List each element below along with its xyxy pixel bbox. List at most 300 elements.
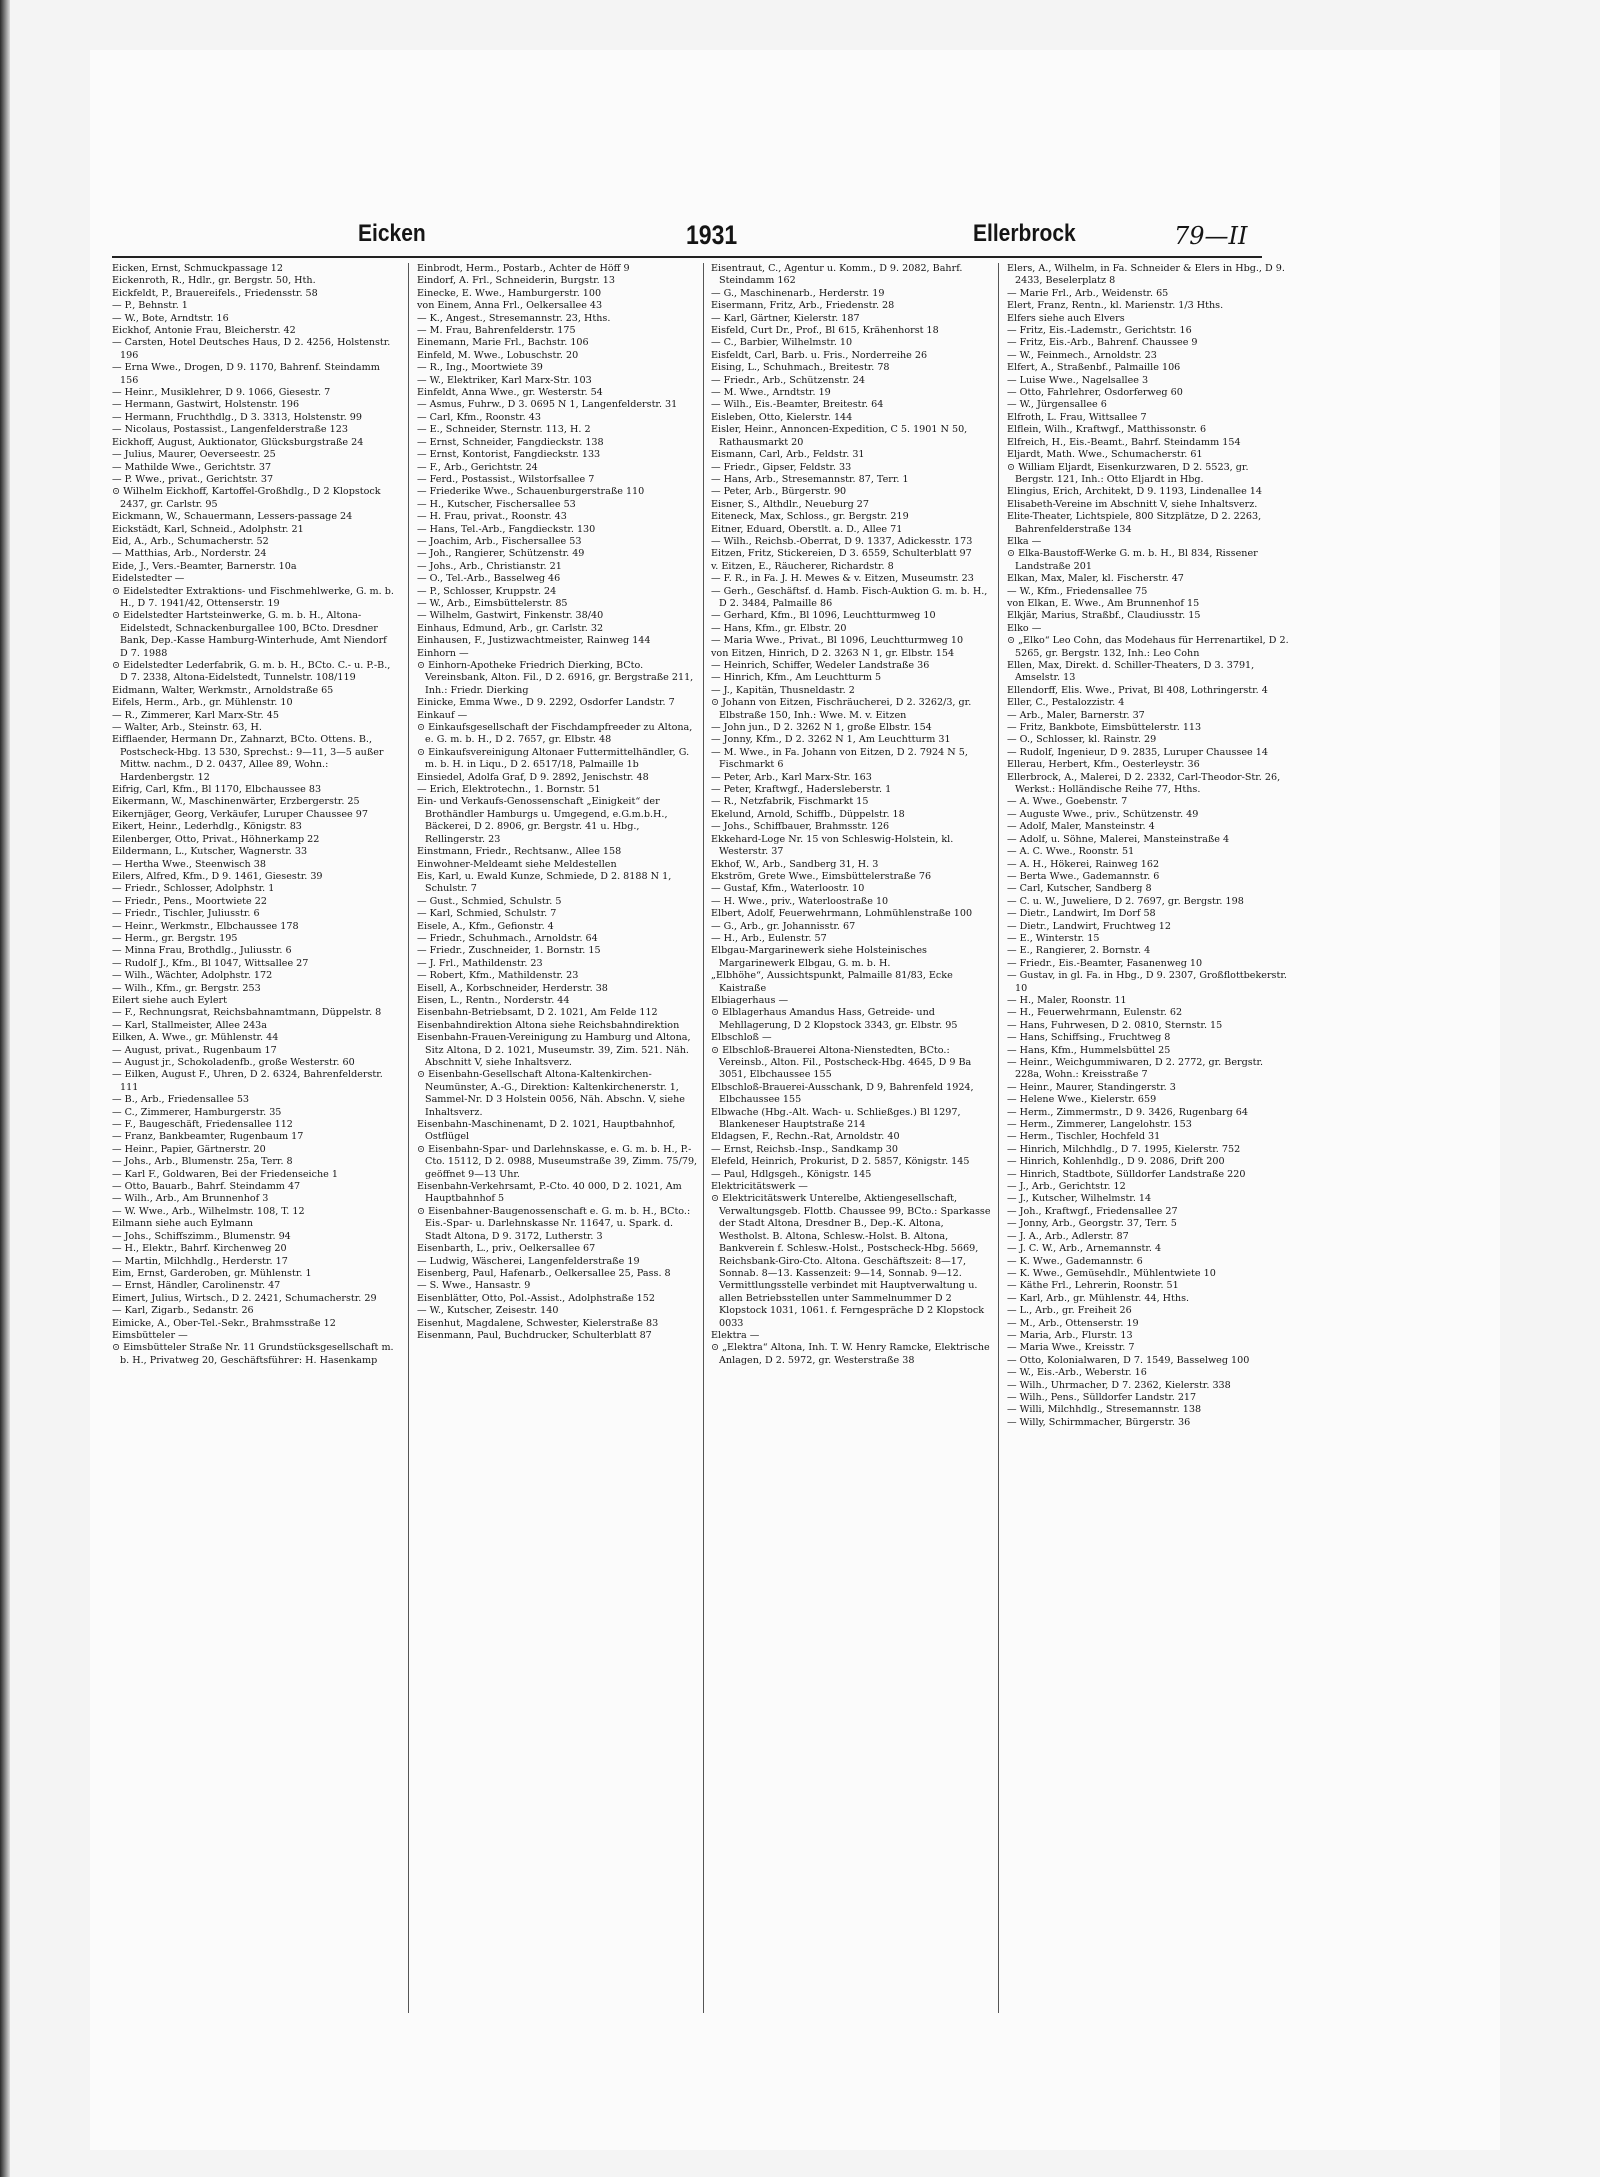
directory-entry: — A. C. Wwe., Roonstr. 51 bbox=[1007, 846, 1135, 858]
directory-entry: Eisen, L., Rentn., Norderstr. 44 bbox=[417, 994, 570, 1006]
directory-entry: Eim, Ernst, Garderoben, gr. Mühlenstr. 1 bbox=[112, 1267, 312, 1279]
directory-entry: — Karl, Arb., gr. Mühlenstr. 44, Hths. bbox=[1007, 1292, 1190, 1304]
directory-entry: Eljardt, Math. Wwe., Schumacherstr. 61 bbox=[1007, 449, 1203, 461]
directory-entry: — John jun., D 2. 3262 N 1, große Elbstr. 154 bbox=[711, 722, 932, 734]
directory-entry: Eimsbütteler — bbox=[112, 1329, 188, 1341]
directory-entry: Eide, J., Vers.-Beamter, Barnerstr. 10a bbox=[112, 560, 297, 572]
directory-entry: Eilken, A. Wwe., gr. Mühlenstr. 44 bbox=[112, 1032, 279, 1044]
directory-entry: Eilenberger, Otto, Privat., Höhnerkamp 22 bbox=[112, 833, 320, 845]
directory-entry: — W., Kutscher, Zeisestr. 140 bbox=[417, 1305, 559, 1317]
directory-entry: — Marie Frl., Arb., Weidenstr. 65 bbox=[1007, 287, 1169, 299]
directory-entry: — Otto, Kolonialwaren, D 7. 1549, Basselweg 100 bbox=[1007, 1354, 1250, 1366]
directory-entry: — Maria Wwe., Kreisstr. 7 bbox=[1007, 1342, 1135, 1354]
directory-entry: — H., Elektr., Bahrf. Kirchenweg 20 bbox=[112, 1243, 287, 1255]
directory-entry: Eisleben, Otto, Kielerstr. 144 bbox=[711, 411, 853, 423]
directory-entry: — Wilhelm, Gastwirt, Finkenstr. 38/40 bbox=[417, 610, 604, 622]
directory-entry: Eikermann, W., Maschinenwärter, Erzbergerstr. 25 bbox=[112, 796, 360, 808]
directory-entry: — Gustav, in gl. Fa. in Hbg., D 9. 2307, Großflottbekerstr. 10 bbox=[1007, 970, 1287, 994]
directory-entry: Elko — bbox=[1007, 622, 1042, 634]
directory-entry: Elefeld, Heinrich, Prokurist, D 2. 5857, Königstr. 145 bbox=[711, 1156, 970, 1168]
directory-entry: — F., Arb., Gerichtstr. 24 bbox=[417, 461, 538, 473]
directory-entry: v. Eitzen, E., Räucherer, Richardstr. 8 bbox=[711, 560, 894, 572]
directory-entry: Eickhoff, August, Auktionator, Glücksburgstraße 24 bbox=[112, 436, 364, 448]
directory-entry: Eisfeld, Curt Dr., Prof., Bl 615, Krähenhorst 18 bbox=[711, 325, 939, 337]
directory-entry: Eilert siehe auch Eylert bbox=[112, 994, 227, 1006]
directory-entry: Eimicke, A., Ober-Tel.-Sekr., Brahmsstraße 12 bbox=[112, 1317, 336, 1329]
directory-entry: — Auguste Wwe., priv., Schützenstr. 49 bbox=[1007, 808, 1199, 820]
directory-entry: ⊙ Eimsbütteler Straße Nr. 11 Grundstücksgesellschaft m. b. H., Privatweg 20, Geschäftsführer: H. Hasenkamp bbox=[112, 1342, 394, 1366]
directory-entry: ⊙ William Eljardt, Eisenkurzwaren, D 2. 5523, gr. Bergstr. 121, Inh.: Otto Eljardt in Hbg. bbox=[1007, 461, 1249, 485]
directory-entry: — Hinrich, Milchhdlg., D 7. 1995, Kielerstr. 752 bbox=[1007, 1143, 1241, 1155]
directory-entry: Ein- und Verkaufs-Genossenschaft „Einigkeit“ der Brothändler Hamburgs u. Umgegend, e.G.m.b.H., Bäckerei, D 2. 8906, gr. Bergstr. 41 u. Hbg., Rellingerstr. 23 bbox=[417, 796, 668, 845]
directory-entry: — W., Feinmech., Arnoldstr. 23 bbox=[1007, 349, 1157, 361]
directory-entry: Ellendorff, Elis. Wwe., Privat, Bl 408, Lothringerstr. 4 bbox=[1007, 684, 1268, 696]
directory-entry: — Helene Wwe., Kielerstr. 659 bbox=[1007, 1094, 1157, 1106]
directory-entry: — W., Kfm., Friedensallee 75 bbox=[1007, 585, 1148, 597]
directory-entry: — Joh., Rangierer, Schützenstr. 49 bbox=[417, 548, 585, 560]
directory-entry: — Ernst, Reichsb.-Insp., Sandkamp 30 bbox=[711, 1143, 898, 1155]
directory-entry: — K., Angest., Stresemannstr. 23, Hths. bbox=[417, 312, 611, 324]
directory-entry: — Heinr., Maurer, Standingerstr. 3 bbox=[1007, 1081, 1176, 1093]
directory-entry: Elbschloß-Brauerei-Ausschank, D 9, Bahrenfeld 1924, Elbchaussee 155 bbox=[711, 1081, 974, 1106]
directory-entry: Elektra — bbox=[711, 1329, 760, 1341]
directory-entry: — E., Rangierer, 2. Bornstr. 4 bbox=[1007, 945, 1151, 957]
directory-entry: ⊙ Wilhelm Eickhoff, Kartoffel-Großhdlg., D 2 Klopstock 2437, gr. Carlstr. 95 bbox=[112, 486, 381, 510]
directory-entry: Eis, Karl, u. Ewald Kunze, Schmiede, D 2. 8188 N 1, Schulstr. 7 bbox=[417, 870, 672, 895]
directory-entry: Eidmann, Walter, Werkmstr., Arnoldstraße 65 bbox=[112, 684, 334, 696]
directory-entry: Elfroth, L. Frau, Wittsallee 7 bbox=[1007, 411, 1147, 423]
directory-entry: Einhaus, Edmund, Arb., gr. Carlstr. 32 bbox=[417, 622, 604, 634]
directory-entry: Eilers, Alfred, Kfm., D 9. 1461, Giesestr. 39 bbox=[112, 870, 323, 882]
directory-entry: — H. Wwe., priv., Waterloostraße 10 bbox=[711, 895, 889, 907]
directory-entry: — Friedr., Tischler, Juliusstr. 6 bbox=[112, 908, 260, 920]
directory-entry: — O., Tel.-Arb., Basselweg 46 bbox=[417, 573, 561, 585]
directory-entry: Eickfeldt, P., Brauereifels., Friedensstr. 58 bbox=[112, 287, 318, 299]
directory-entry: — Ernst, Händler, Carolinenstr. 47 bbox=[112, 1280, 281, 1292]
directory-entry: — Fritz, Eis.-Arb., Bahrenf. Chaussee 9 bbox=[1007, 337, 1198, 349]
directory-entry: — Ferd., Postassist., Wilstorfsallee 7 bbox=[417, 473, 595, 485]
directory-entry: — Minna Frau, Brothdlg., Juliusstr. 6 bbox=[112, 945, 292, 957]
page-number: 79—II bbox=[1174, 222, 1248, 250]
directory-entry: — Martin, Milchhdlg., Herderstr. 17 bbox=[112, 1255, 288, 1267]
directory-entry: — J., Kapitän, Thusneldastr. 2 bbox=[711, 684, 855, 696]
directory-entry: — W., Arb., Eimsbüttelerstr. 85 bbox=[417, 597, 568, 609]
directory-entry: — W., Bote, Arndtstr. 16 bbox=[112, 312, 229, 324]
directory-entry: Eller, C., Pestalozzistr. 4 bbox=[1007, 697, 1125, 709]
directory-entry: — Nicolaus, Postassist., Langenfelderstraße 123 bbox=[112, 424, 348, 436]
directory-entry: — H., Arb., Eulenstr. 57 bbox=[711, 932, 827, 944]
header-rule bbox=[112, 256, 1262, 258]
directory-entry: — Heinrich, Schiffer, Wedeler Landstraße 36 bbox=[711, 660, 930, 671]
directory-entry: — Mathilde Wwe., Gerichtstr. 37 bbox=[112, 461, 272, 473]
directory-entry: — W., Elektriker, Karl Marx-Str. 103 bbox=[417, 374, 592, 386]
directory-entry: Eisermann, Fritz, Arb., Friedenstr. 28 bbox=[711, 300, 895, 312]
directory-entry: — O., Schlosser, kl. Rainstr. 29 bbox=[1007, 734, 1157, 746]
directory-entry: — M. Wwe., Arndtstr. 19 bbox=[711, 387, 831, 399]
directory-entry: — Hermann, Fruchthdlg., D 3. 3313, Holstenstr. 99 bbox=[112, 411, 362, 423]
directory-entry: — Carl, Kutscher, Sandberg 8 bbox=[1007, 883, 1152, 895]
directory-entry: Eifels, Herm., Arb., gr. Mühlenstr. 10 bbox=[112, 697, 293, 709]
directory-entry: Einicke, Emma Wwe., D 9. 2292, Osdorfer Landstr. 7 bbox=[417, 697, 675, 709]
directory-entry: — Wilh., Arb., Am Brunnenhof 3 bbox=[112, 1193, 269, 1205]
directory-entry: ⊙ „Elektra“ Altona, Inh. T. W. Henry Ramcke, Elektrische Anlagen, D 2. 5972, gr. Westerstraße 38 bbox=[711, 1342, 990, 1366]
directory-entry: Elka — bbox=[1007, 535, 1042, 547]
directory-entry: — H., Feuerwehrmann, Eulenstr. 62 bbox=[1007, 1007, 1183, 1019]
directory-entry: — Walter, Arb., Steinstr. 63, H. bbox=[112, 722, 262, 734]
directory-entry: — Dietr., Landwirt, Im Dorf 58 bbox=[1007, 908, 1156, 920]
directory-entry: — Hans, Kfm., Hummelsbüttel 25 bbox=[1007, 1044, 1171, 1056]
directory-entry: — F., Baugeschäft, Friedensallee 112 bbox=[112, 1119, 293, 1131]
directory-entry: — Heinr., Weichgummiwaren, D 2. 2772, gr. Bergstr. 228a, Wohn.: Kreisstraße 7 bbox=[1007, 1057, 1264, 1081]
directory-entry: — Friedr., Schuhmach., Arnoldstr. 64 bbox=[417, 932, 598, 944]
directory-entry: — Gerhard, Kfm., Bl 1096, Leuchtturmweg 10 bbox=[711, 610, 936, 622]
directory-entry: — Joachim, Arb., Fischersallee 53 bbox=[417, 535, 582, 547]
directory-entry: — Ernst, Schneider, Fangdieckstr. 138 bbox=[417, 436, 604, 448]
directory-entry: Elers, A., Wilhelm, in Fa. Schneider & Elers in Hbg., D 9. 2433, Beselerplatz 8 bbox=[1007, 263, 1285, 287]
directory-entry: — Erich, Elektrotechn., 1. Bornstr. 51 bbox=[417, 784, 601, 796]
directory-entry: — Maria Wwe., Privat., Bl 1096, Leuchtturmweg 10 bbox=[711, 635, 964, 647]
directory-entry: — W., Jürgensallee 6 bbox=[1007, 399, 1107, 411]
directory-entry: Eisner, S., Althdlr., Neueburg 27 bbox=[711, 498, 870, 510]
directory-entry: — Heinr., Papier, Gärtnerstr. 20 bbox=[112, 1143, 266, 1155]
directory-entry: Eicken, Ernst, Schmuckpassage 12 bbox=[112, 263, 283, 274]
directory-entry: — Friedr., Schlosser, Adolphstr. 1 bbox=[112, 883, 275, 895]
column-divider bbox=[998, 263, 999, 2013]
running-head bbox=[266, 219, 1276, 256]
directory-entry: — P., Behnstr. 1 bbox=[112, 300, 188, 312]
directory-entry: Eisenbarth, L., priv., Oelkersallee 67 bbox=[417, 1243, 596, 1255]
directory-entry: — Paul, Hdlgsgeh., Königstr. 145 bbox=[711, 1168, 872, 1180]
directory-entry: Eickhof, Antonie Frau, Bleicherstr. 42 bbox=[112, 325, 296, 337]
directory-entry: Eisell, A., Korbschneider, Herderstr. 38 bbox=[417, 982, 608, 994]
directory-entry: — H. Frau, privat., Roonstr. 43 bbox=[417, 511, 567, 523]
directory-entry: ⊙ Eisenbahn-Spar- und Darlehnskasse, e. G. m. b. H., P.-Cto. 15112, D 2. 0988, Museumstraße 39, Zimm. 75/79, geöffnet 9—13 Uhr. bbox=[417, 1143, 698, 1180]
directory-column-3 bbox=[711, 263, 993, 2033]
directory-entry: — Johs., Arb., Blumenstr. 25a, Terr. 8 bbox=[112, 1156, 293, 1168]
directory-entry: — Peter, Arb., Bürgerstr. 90 bbox=[711, 486, 847, 498]
directory-entry: — W., Eis.-Arb., Weberstr. 16 bbox=[1007, 1367, 1147, 1379]
directory-entry: — Jonny, Kfm., D 2. 3262 N 1, Am Leuchtturm 31 bbox=[711, 734, 951, 746]
directory-entry: — H., Kutscher, Fischersallee 53 bbox=[417, 498, 576, 510]
directory-entry: — Herm., Zimmermstr., D 9. 3426, Rugenbarg 64 bbox=[1007, 1106, 1248, 1118]
directory-entry: ⊙ Einkaufsgesellschaft der Fischdampfreeder zu Altona, e. G. m. b. H., D 2. 7657, gr. Elbstr. 48 bbox=[417, 722, 693, 746]
directory-entry: Einhorn — bbox=[417, 647, 469, 659]
directory-entry: — Peter, Kraftwgf., Hadersleberstr. 1 bbox=[711, 784, 892, 796]
directory-entry: — Otto, Bauarb., Bahrf. Steindamm 47 bbox=[112, 1181, 301, 1193]
directory-entry: — Wilh., Uhrmacher, D 7. 2362, Kielerstr. 338 bbox=[1007, 1379, 1231, 1391]
directory-entry: Eisenbahn-Betriebsamt, D 2. 1021, Am Felde 112 bbox=[417, 1007, 658, 1019]
directory-entry: von Elkan, E. Wwe., Am Brunnenhof 15 bbox=[1007, 597, 1200, 609]
directory-entry: — G., Arb., gr. Johannisstr. 67 bbox=[711, 920, 856, 932]
column-divider bbox=[703, 263, 704, 2013]
directory-entry: — Dietr., Landwirt, Fruchtweg 12 bbox=[1007, 920, 1171, 932]
directory-entry: — Friedr., Arb., Schützenstr. 24 bbox=[711, 374, 865, 386]
directory-entry: ⊙ Elbschloß-Brauerei Altona-Nienstedten, BCto.: Vereinsb., Alton. Fil., Postscheck-Hbg. 4645, D 9 Ba 3051, Elbchaussee 155 bbox=[711, 1044, 972, 1081]
directory-entry: — Franz, Bankbeamter, Rugenbaum 17 bbox=[112, 1131, 304, 1143]
directory-entry: von Einem, Anna Frl., Oelkersallee 43 bbox=[417, 300, 603, 312]
directory-entry: — Karl, Zigarb., Sedanstr. 26 bbox=[112, 1305, 254, 1317]
directory-entry: ⊙ Eidelstedter Extraktions- und Fischmehlwerke, G. m. b. H., D 7. 1941/42, Ottenserstr. 19 bbox=[112, 585, 394, 609]
directory-entry: „Elbhöhe“, Aussichtspunkt, Palmaille 81/83, Ecke Kaistraße bbox=[711, 970, 953, 994]
directory-entry: ⊙ Eisenbahn-Gesellschaft Altona-Kaltenkirchen-Neumünster, A.-G., Direktion: Kaltenkirchenerstr. 1, Sammel-Nr. D 3 Holstein 0056, Näh. Abschn. V, siehe Inhaltsverz. bbox=[417, 1069, 685, 1118]
directory-entry: — Hertha Wwe., Steenwisch 38 bbox=[112, 858, 266, 870]
directory-entry: — Carl, Kfm., Roonstr. 43 bbox=[417, 411, 541, 423]
directory-entry: — K. Wwe., Gemüsehdlr., Mühlentwiete 10 bbox=[1007, 1267, 1216, 1279]
directory-entry: Eisenbahn-Maschinenamt, D 2. 1021, Hauptbahnhof, Ostflügel bbox=[417, 1119, 676, 1143]
directory-entry: Eisentraut, C., Agentur u. Komm., D 9. 2082, Bahrf. Steindamm 162 bbox=[711, 263, 963, 287]
directory-entry: Elert, Franz, Rentn., kl. Marienstr. 1/3 Hths. bbox=[1007, 300, 1224, 312]
directory-entry: Einhausen, F., Justizwachtmeister, Rainweg 144 bbox=[417, 635, 651, 647]
directory-entry: — Adolf, u. Söhne, Malerei, Mansteinstraße 4 bbox=[1007, 833, 1230, 845]
directory-entry: — Friederike Wwe., Schauenburgerstraße 110 bbox=[417, 486, 645, 498]
directory-entry: Eimert, Julius, Wirtsch., D 2. 2421, Schumacherstr. 29 bbox=[112, 1292, 377, 1304]
directory-entry: Elite-Theater, Lichtspiele, 800 Sitzplätze, D 2. 2263, Bahrenfelderstraße 134 bbox=[1007, 511, 1262, 535]
directory-entry: — Friedr., Eis.-Beamter, Fasanenweg 10 bbox=[1007, 957, 1203, 969]
directory-entry: — Gust., Schmied, Schulstr. 5 bbox=[417, 895, 562, 907]
directory-entry: Eisenhut, Magdalene, Schwester, Kielerstraße 83 bbox=[417, 1317, 659, 1329]
directory-entry: — Peter, Arb., Karl Marx-Str. 163 bbox=[711, 771, 872, 783]
directory-entry: — Hinrich, Kohlenhdlg., D 9. 2086, Drift 200 bbox=[1007, 1156, 1225, 1168]
directory-column-2 bbox=[417, 263, 699, 2033]
directory-entry: — S. Wwe., Hansastr. 9 bbox=[417, 1280, 531, 1292]
directory-entry: — Friedr., Pens., Moortwiete 22 bbox=[112, 895, 267, 907]
directory-entry: Einfeld, M. Wwe., Lobuschstr. 20 bbox=[417, 349, 579, 361]
directory-entry: Eifflaender, Hermann Dr., Zahnarzt, BCto. Ottens. B., Postscheck-Hbg. 13 530, Sprechst.: 9—11, 3—5 außer Mittw. nachm., D 2. 0437, Allee 89, Wohn.: Hardenbergstr. 12 bbox=[112, 734, 384, 783]
directory-entry: — Julius, Maurer, Oeverseestr. 25 bbox=[112, 449, 276, 461]
directory-entry: ⊙ Eidelstedter Hartsteinwerke, G. m. b. H., Altona-Eidelstedt, Schnackenburgallee 100, BCto. Dresdner Bank, Dep.-Kasse Hamburg-Winterhude, Amt Niendorf D 7. 1988 bbox=[112, 610, 387, 659]
directory-entry: — J. A., Arb., Adlerstr. 87 bbox=[1007, 1230, 1129, 1242]
directory-entry: Einfeldt, Anna Wwe., gr. Westerstr. 54 bbox=[417, 387, 603, 399]
directory-entry: — Robert, Kfm., Mathildenstr. 23 bbox=[417, 970, 579, 982]
directory-entry: — J., Arb., Gerichtstr. 12 bbox=[1007, 1181, 1126, 1193]
directory-entry: — M., Arb., Ottenserstr. 19 bbox=[1007, 1317, 1139, 1329]
directory-column-4 bbox=[1007, 263, 1289, 2033]
directory-entry: — Carsten, Hotel Deutsches Haus, D 2. 4256, Holstenstr. 196 bbox=[112, 337, 391, 361]
directory-entry: Eitzen, Fritz, Stickereien, D 3. 6559, Schulterblatt 97 bbox=[711, 548, 972, 560]
directory-entry: ⊙ Johann von Eitzen, Fischräucherei, D 2. 3262/3, gr. Elbstraße 150, Inh.: Wwe. M. v. Eitzen bbox=[711, 697, 972, 721]
directory-entry: — Hermann, Gastwirt, Holstenstr. 196 bbox=[112, 399, 300, 411]
directory-entry: — Heinr., Musiklehrer, D 9. 1066, Giesestr. 7 bbox=[112, 387, 331, 399]
directory-entry: Eikert, Heinr., Lederhdlg., Königstr. 83 bbox=[112, 821, 302, 833]
directory-entry: Eisler, Heinr., Annoncen-Expedition, C 5. 1901 N 50, Rathausmarkt 20 bbox=[711, 424, 968, 448]
directory-entry: Elektricitätswerk — bbox=[711, 1181, 808, 1193]
directory-entry: — Wilh., Wächter, Adolphstr. 172 bbox=[112, 970, 273, 982]
directory-entry: — B., Arb., Friedensallee 53 bbox=[112, 1094, 250, 1106]
directory-entry: — E., Schneider, Sternstr. 113, H. 2 bbox=[417, 424, 591, 436]
directory-entry: — Gerh., Geschäftsf. d. Hamb. Fisch-Auktion G. m. b. H., D 2. 3484, Palmaille 86 bbox=[711, 585, 988, 609]
directory-entry: — R., Ing., Moortwiete 39 bbox=[417, 362, 543, 374]
directory-entry: Einbrodt, Herm., Postarb., Achter de Höff 9 bbox=[417, 263, 630, 274]
directory-entry: Einkauf — bbox=[417, 709, 468, 721]
directory-entry: Eisenbahn-Frauen-Vereinigung zu Hamburg und Altona, Sitz Altona, D 2. 1021, Museumstr. 39, Zim. 521. Näh. Abschnitt V, siehe Inhaltsverz. bbox=[417, 1032, 691, 1068]
directory-entry: — A. Wwe., Goebenstr. 7 bbox=[1007, 796, 1128, 808]
directory-entry: — Hans, Arb., Stresemannstr. 87, Terr. 1 bbox=[711, 473, 909, 485]
directory-entry: Eisenberg, Paul, Hafenarb., Oelkersallee 25, Pass. 8 bbox=[417, 1267, 671, 1279]
directory-entry: — Willy, Schirmmacher, Bürgerstr. 36 bbox=[1007, 1416, 1191, 1428]
directory-entry: — Gustaf, Kfm., Waterloostr. 10 bbox=[711, 883, 865, 895]
directory-entry: — Luise Wwe., Nagelsallee 3 bbox=[1007, 374, 1149, 386]
directory-entry: — Hinrich, Kfm., Am Leuchtturm 5 bbox=[711, 672, 882, 684]
directory-entry: Eickenroth, R., Hdlr., gr. Bergstr. 50, Hth. bbox=[112, 275, 316, 287]
directory-entry: Eisenblätter, Otto, Pol.-Assist., Adolphstraße 152 bbox=[417, 1292, 655, 1304]
directory-entry: ⊙ Eidelstedter Lederfabrik, G. m. b. H., BCto. C.- u. P.-B., D 7. 2338, Altona-Eidelstedt, Tunnelstr. 108/119 bbox=[112, 660, 391, 684]
directory-entry: Elbert, Adolf, Feuerwehrmann, Lohmühlenstraße 100 bbox=[711, 908, 973, 920]
directory-entry: Elfert, A., Straßenbf., Palmaille 106 bbox=[1007, 362, 1181, 374]
directory-entry: — Willi, Milchhdlg., Stresemannstr. 138 bbox=[1007, 1404, 1202, 1416]
directory-entry: — C., Barbier, Wilhelmstr. 10 bbox=[711, 337, 853, 349]
directory-entry: Elbiagerhaus — bbox=[711, 994, 789, 1006]
directory-entry: Eildermann, L., Kutscher, Wagnerstr. 33 bbox=[112, 846, 308, 858]
directory-entry: — Jonny, Arb., Georgstr. 37, Terr. 5 bbox=[1007, 1218, 1177, 1230]
directory-entry: — Maria, Arb., Flurstr. 13 bbox=[1007, 1329, 1133, 1341]
directory-entry: — L., Arb., gr. Freiheit 26 bbox=[1007, 1305, 1132, 1317]
directory-entry: — Rudolf J., Kfm., Bl 1047, Wittsallee 27 bbox=[112, 957, 309, 969]
directory-entry: — Herm., Zimmerer, Langelohstr. 153 bbox=[1007, 1119, 1192, 1131]
directory-entry: Einstmann, Friedr., Rechtsanw., Allee 158 bbox=[417, 846, 622, 858]
directory-entry: Eisenbahndirektion Altona siehe Reichsbahndirektion bbox=[417, 1019, 680, 1031]
directory-entry: — M. Wwe., in Fa. Johann von Eitzen, D 2. 7924 N 5, Fischmarkt 6 bbox=[711, 746, 968, 771]
directory-entry: Elflein, Wilh., Kraftwgf., Matthissonstr. 6 bbox=[1007, 424, 1207, 436]
directory-entry: — Karl F., Goldwaren, Bei der Friedenseiche 1 bbox=[112, 1168, 339, 1180]
directory-entry: Eisele, A., Kfm., Gefionstr. 4 bbox=[417, 920, 554, 932]
directory-entry: — A. H., Hökerei, Rainweg 162 bbox=[1007, 858, 1160, 870]
directory-entry: — W. Wwe., Arb., Wilhelmstr. 108, T. 12 bbox=[112, 1205, 305, 1217]
directory-entry: Eismann, Carl, Arb., Feldstr. 31 bbox=[711, 449, 865, 461]
directory-entry: ⊙ Einhorn-Apotheke Friedrich Dierking, BCto. Vereinsbank, Alton. Fil., D 2. 6916, gr. Bergstraße 211, Inh.: Friedr. Dierking bbox=[417, 660, 694, 696]
directory-entry: — F. R., in Fa. J. H. Mewes & v. Eitzen, Museumstr. 23 bbox=[711, 573, 974, 585]
directory-entry: Elkjär, Marius, Straßbf., Claudiusstr. 15 bbox=[1007, 610, 1201, 622]
directory-entry: — J., Kutscher, Wilhelmstr. 14 bbox=[1007, 1193, 1152, 1205]
directory-entry: — Joh., Kraftwgf., Friedensallee 27 bbox=[1007, 1205, 1178, 1217]
directory-entry: — G., Maschinenarb., Herderstr. 19 bbox=[711, 287, 885, 299]
directory-entry: — Arb., Maler, Barnerstr. 37 bbox=[1007, 709, 1145, 721]
directory-entry: — Johs., Arb., Christianstr. 21 bbox=[417, 560, 562, 572]
directory-entry: Eindorf, A. Frl., Schneiderin, Burgstr. 13 bbox=[417, 275, 615, 287]
directory-entry: — P., Schlosser, Kruppstr. 24 bbox=[417, 585, 557, 597]
directory-entry: — H., Maler, Roonstr. 11 bbox=[1007, 994, 1127, 1006]
directory-entry: Elingius, Erich, Architekt, D 9. 1193, Lindenallee 14 bbox=[1007, 486, 1263, 498]
directory-entry: — Herm., gr. Bergstr. 195 bbox=[112, 932, 238, 944]
directory-entry: ⊙ Eisenbahner-Baugenossenschaft e. G. m. b. H., BCto.: Eis.-Spar- u. Darlehnskasse Nr. 11647, u. Spark. d. Stadt Altona, D 9. 3172, Lutherstr. 3 bbox=[417, 1205, 691, 1242]
directory-entry: Ekström, Grete Wwe., Eimsbüttelerstraße 76 bbox=[711, 870, 932, 882]
directory-entry: Eldagsen, F., Rechn.-Rat, Arnoldstr. 40 bbox=[711, 1131, 900, 1143]
directory-entry: ⊙ Elektricitätswerk Unterelbe, Aktiengesellschaft, Verwaltungsgeb. Flottb. Chaussee 99, BCto.: Sparkasse der Stadt Altona, Dresdner B., Dep.-K. Altona, Westholst. B. Altona, Schlesw.-Holst. B. Altona, Bankverein f. Schlesw.-Holst., Postscheck-Hbg. 5669, Reichsbank-Giro-Cto. Altona. Geschäftszeit: 8—17, Sonnab. 8—13. Kassenzeit: 9—14, Sonnab. 9—12. Vermittlungsstelle verbindet mit Hauptverwaltung u. allen Betriebsstellen unter Sammelnummer D 2 Klopstock 1031, 1061. f. Ferngespräche D 2 Klopstock 0033 bbox=[711, 1193, 991, 1329]
directory-entry: Ellerbrock, A., Malerei, D 2. 2332, Carl-Theodor-Str. 26, Werkst.: Holländische Reihe 77, Hths. bbox=[1007, 771, 1281, 796]
directory-entry: von Eitzen, Hinrich, D 2. 3263 N 1, gr. Elbstr. 154 bbox=[711, 647, 955, 659]
directory-entry: Ellen, Max, Direkt. d. Schiller-Theaters, D 3. 3791, Amselstr. 13 bbox=[1007, 660, 1255, 684]
directory-entry: — Erna Wwe., Drogen, D 9. 1170, Bahrenf. Steindamm 156 bbox=[112, 362, 380, 386]
directory-entry: Ellerau, Herbert, Kfm., Oesterleystr. 36 bbox=[1007, 759, 1200, 771]
directory-entry: Eifrig, Carl, Kfm., Bl 1170, Elbchaussee 83 bbox=[112, 784, 322, 796]
directory-entry: — C., Zimmerer, Hamburgerstr. 35 bbox=[112, 1106, 282, 1118]
directory-entry: — Hans, Tel.-Arb., Fangdieckstr. 130 bbox=[417, 523, 596, 535]
directory-entry: ⊙ „Elko“ Leo Cohn, das Modehaus für Herrenartikel, D 2. 5265, gr. Bergstr. 132, Inh.: Leo Cohn bbox=[1007, 635, 1289, 659]
directory-entry: — R., Netzfabrik, Fischmarkt 15 bbox=[711, 796, 869, 808]
directory-entry: — August jr., Schokoladenfb., große Westerstr. 60 bbox=[112, 1057, 355, 1068]
directory-entry: — C. u. W., Juweliere, D 2. 7697, gr. Bergstr. 198 bbox=[1007, 895, 1244, 907]
directory-entry: ⊙ Einkaufsvereinigung Altonaer Futtermittelhändler, G. m. b. H. in Liqu., D 2. 6517/18, Palmaille 1b bbox=[417, 746, 690, 771]
directory-entry: — Wilh., Pens., Sülldorfer Landstr. 217 bbox=[1007, 1391, 1197, 1403]
directory-entry: — Karl, Gärtner, Kielerstr. 187 bbox=[711, 312, 860, 324]
directory-entry: — Hans, Schiffsing., Fruchtweg 8 bbox=[1007, 1032, 1171, 1044]
directory-entry: Ekelund, Arnold, Schiffb., Düppelstr. 18 bbox=[711, 808, 905, 820]
directory-entry: — Friedr., Zuschneider, 1. Bornstr. 15 bbox=[417, 945, 601, 957]
directory-entry: Eisenmann, Paul, Buchdrucker, Schulterblatt 87 bbox=[417, 1329, 652, 1341]
directory-entry: — K. Wwe., Gademannstr. 6 bbox=[1007, 1255, 1143, 1267]
directory-entry: — Ludwig, Wäscherei, Langenfelderstraße 19 bbox=[417, 1255, 640, 1267]
directory-entry: Eitner, Eduard, Oberstlt. a. D., Allee 71 bbox=[711, 523, 903, 535]
directory-entry: — Heinr., Werkmstr., Elbchaussee 178 bbox=[112, 920, 299, 932]
directory-entry: — J. C. W., Arb., Arnemannstr. 4 bbox=[1007, 1243, 1162, 1255]
directory-entry: ⊙ Elblagerhaus Amandus Hass, Getreide- und Mehllagerung, D 2 Klopstock 3343, gr. Elbstr. 95 bbox=[711, 1007, 958, 1031]
directory-entry: Eid, A., Arb., Schumacherstr. 52 bbox=[112, 535, 269, 547]
directory-entry: Eiteneck, Max, Schloss., gr. Bergstr. 219 bbox=[711, 511, 909, 523]
directory-entry: — Fritz, Eis.-Lademstr., Gerichtstr. 16 bbox=[1007, 325, 1192, 337]
directory-entry: — Matthias, Arb., Norderstr. 24 bbox=[112, 548, 267, 560]
directory-entry: — P. Wwe., privat., Gerichtstr. 37 bbox=[112, 473, 274, 485]
directory-entry: Elbgau-Margarinewerk siehe Holsteinisches Margarinewerk Elbgau, G. m. b. H. bbox=[711, 945, 927, 969]
directory-entry: — Wilh., Kfm., gr. Bergstr. 253 bbox=[112, 982, 261, 994]
directory-entry: Ekkehard-Loge Nr. 15 von Schleswig-Holstein, kl. Westerstr. 37 bbox=[711, 833, 954, 858]
directory-entry: Eising, L., Schuhmach., Breitestr. 78 bbox=[711, 362, 890, 374]
directory-entry: — Wilh., Eis.-Beamter, Breitestr. 64 bbox=[711, 399, 884, 411]
directory-entry: — Karl, Schmied, Schulstr. 7 bbox=[417, 908, 557, 920]
directory-entry: Eidelstedter — bbox=[112, 573, 185, 585]
directory-entry: — Eilken, August F., Uhren, D 2. 6324, Bahrenfelderstr. 111 bbox=[112, 1069, 383, 1093]
directory-entry: — Hinrich, Stadtbote, Sülldorfer Landstraße 220 bbox=[1007, 1168, 1246, 1180]
directory-entry: Eikernjäger, Georg, Verkäufer, Luruper Chaussee 97 bbox=[112, 808, 368, 820]
running-head-year: 1931 bbox=[686, 219, 738, 250]
directory-entry: — Herm., Tischler, Hochfeld 31 bbox=[1007, 1131, 1161, 1143]
directory-entry: — Käthe Frl., Lehrerin, Roonstr. 51 bbox=[1007, 1280, 1179, 1292]
directory-entry: — Otto, Fahrlehrer, Osdorferweg 60 bbox=[1007, 387, 1183, 399]
directory-entry: — August, privat., Rugenbaum 17 bbox=[112, 1044, 277, 1056]
directory-entry: Eickstädt, Karl, Schneid., Adolphstr. 21 bbox=[112, 523, 304, 535]
directory-entry: — Ernst, Kontorist, Fangdieckstr. 133 bbox=[417, 449, 601, 461]
directory-entry: — Johs., Schiffbauer, Brahmsstr. 126 bbox=[711, 821, 890, 833]
directory-entry: — Rudolf, Ingenieur, D 9. 2835, Luruper Chaussee 14 bbox=[1007, 746, 1268, 758]
directory-entry: Elkan, Max, Maler, kl. Fischerstr. 47 bbox=[1007, 573, 1184, 585]
directory-entry: — Friedr., Gipser, Feldstr. 33 bbox=[711, 461, 852, 473]
directory-entry: — M. Frau, Bahrenfelderstr. 175 bbox=[417, 325, 576, 337]
directory-entry: — Hans, Fuhrwesen, D 2. 0810, Sternstr. 15 bbox=[1007, 1019, 1223, 1031]
directory-entry: — Wilh., Reichsb.-Oberrat, D 9. 1337, Adickesstr. 173 bbox=[711, 535, 973, 547]
directory-entry: — E., Winterstr. 15 bbox=[1007, 932, 1100, 944]
directory-entry: Elisabeth-Vereine im Abschnitt V, siehe Inhaltsverz. bbox=[1007, 498, 1258, 510]
directory-entry: Einecke, E. Wwe., Hamburgerstr. 100 bbox=[417, 287, 602, 299]
directory-entry: — Hans, Kfm., gr. Elbstr. 20 bbox=[711, 622, 847, 634]
directory-entry: ⊙ Elka-Baustoff-Werke G. m. b. H., Bl 834, Rissener Landstraße 201 bbox=[1007, 548, 1258, 572]
directory-entry: — R., Zimmerer, Karl Marx-Str. 45 bbox=[112, 709, 279, 721]
directory-entry: Elfers siehe auch Elvers bbox=[1007, 312, 1125, 324]
directory-entry: Eickmann, W., Schauermann, Lessers-passage 24 bbox=[112, 511, 353, 523]
directory-entry: Eisenbahn-Verkehrsamt, P.-Cto. 40 000, D 2. 1021, Am Hauptbahnhof 5 bbox=[417, 1181, 682, 1205]
directory-entry: Elfreich, H., Eis.-Beamt., Bahrf. Steindamm 154 bbox=[1007, 436, 1241, 448]
directory-entry: Eilmann siehe auch Eylmann bbox=[112, 1218, 254, 1230]
directory-entry: — Karl, Stallmeister, Allee 243a bbox=[112, 1019, 267, 1031]
directory-column-1 bbox=[112, 263, 394, 2033]
directory-entry: — Adolf, Maler, Mansteinstr. 4 bbox=[1007, 821, 1155, 833]
directory-entry: Elbschloß — bbox=[711, 1032, 772, 1044]
scan-edge bbox=[0, 0, 10, 2177]
directory-entry: Einwohner-Meldeamt siehe Meldestellen bbox=[417, 858, 617, 870]
directory-entry: Einsiedel, Adolfa Graf, D 9. 2892, Jenischstr. 48 bbox=[417, 771, 649, 783]
directory-entry: Einemann, Marie Frl., Bachstr. 106 bbox=[417, 337, 589, 349]
directory-entry: — J. Frl., Mathildenstr. 23 bbox=[417, 957, 543, 969]
directory-entry: — Johs., Schiffszimm., Blumenstr. 94 bbox=[112, 1230, 291, 1242]
directory-entry: Ekhof, W., Arb., Sandberg 31, H. 3 bbox=[711, 858, 879, 870]
directory-entry: — Berta Wwe., Gademannstr. 6 bbox=[1007, 870, 1160, 882]
